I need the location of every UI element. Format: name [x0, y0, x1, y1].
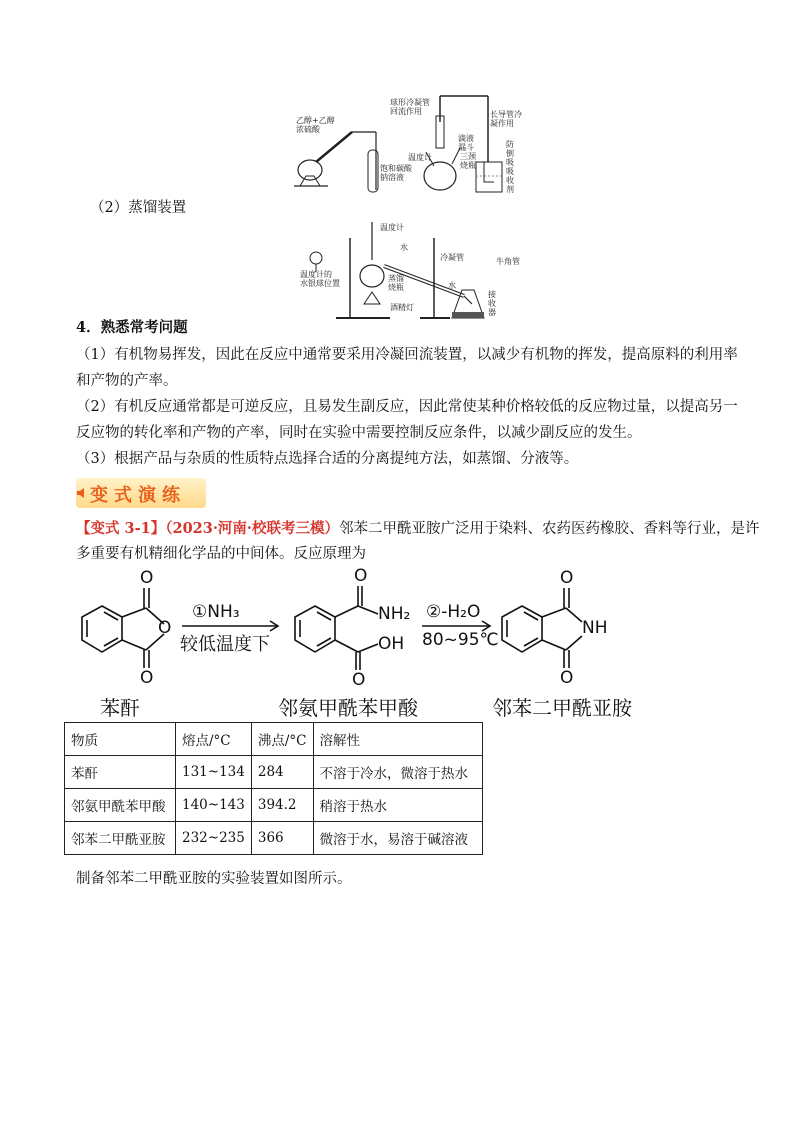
distillation-apparatus-figure: [300, 218, 540, 326]
variant-tag: 【变式 3-1】: [76, 520, 166, 537]
label-thermometer-top: 温度计: [408, 153, 432, 162]
label-lamp: 酒精灯: [390, 303, 414, 312]
compound-name-2: 邻氨甲酰苯甲酸: [278, 696, 418, 720]
atom-oh: OH: [378, 634, 405, 654]
table-row: [65, 756, 483, 789]
para-2-line-2: 反应物的转化率和产物的产率，同时在实验中需要控制反应条件，以减少副反应的发生。: [76, 425, 642, 441]
table-cell: 不溶于冷水，微溶于热水: [313, 756, 482, 789]
atom-o-1a: O: [140, 568, 154, 588]
reaction-scheme: [60, 566, 660, 722]
para-2-line-1: （2）有机反应通常都是可逆反应，且易发生副反应，因此常使某种价格较低的反应物过量，以提高另一: [76, 399, 738, 415]
atom-o-1b: O: [158, 618, 172, 638]
table-cell: 284: [251, 756, 313, 789]
table-cell: 苯酐: [65, 756, 176, 789]
label-adapter: 牛角管: [496, 257, 520, 266]
variant-line-2: 多重要有机精细化学品的中间体。反应原理为: [76, 546, 366, 562]
variant-text: 邻苯二甲酰亚胺广泛用于染料、农药医药橡胶、香料等行业，是许: [338, 521, 760, 537]
table-cell: 邻苯二甲酰亚胺: [65, 822, 176, 855]
compound-name-3: 邻苯二甲酰亚胺: [492, 696, 632, 720]
atom-nh2: NH₂: [378, 604, 411, 624]
step2-condition: 80~95℃: [422, 630, 499, 650]
reflux-apparatus-figure: [280, 92, 520, 204]
compound-name-1: 苯酐: [100, 696, 140, 720]
label-dropping-funnel: 滴液 漏斗: [458, 134, 474, 152]
atom-o-2a: O: [354, 566, 368, 586]
atom-o-3b: O: [560, 668, 574, 688]
label-receiver-distill: 接收器: [488, 290, 496, 317]
practice-banner: [76, 478, 206, 508]
table-cell: 394.2: [251, 789, 313, 822]
atom-o-1c: O: [140, 668, 154, 688]
banner-title: 变式演练: [90, 485, 186, 506]
step1-condition: 较低温度下: [180, 634, 270, 655]
table-cell: 微溶于水，易溶于碱溶液: [313, 822, 482, 855]
step2-reagent: ②-H₂O: [426, 602, 481, 622]
properties-table: [64, 722, 483, 855]
label-flask-top: 三颈 烧瓶: [460, 152, 476, 170]
table-header: 物质: [65, 723, 176, 756]
table-header: 溶解性: [313, 723, 482, 756]
variant-line-1: [76, 518, 759, 540]
table-row: [65, 822, 483, 855]
atom-o-3a: O: [560, 568, 574, 588]
table-header: 熔点/°C: [176, 723, 252, 756]
label-condenser: 球形冷凝管 回流作用: [390, 98, 430, 116]
heading-section-4: 4．熟悉常考问题: [76, 319, 188, 336]
table-header: 沸点/°C: [251, 723, 313, 756]
label-long-tube: 长导管冷 凝作用: [490, 110, 522, 128]
table-cell: 232~235: [176, 822, 252, 855]
label-reactants: 乙醇+乙醇 浓硫酸: [296, 116, 335, 134]
variant-source: （2023·河南·校联考三模）: [165, 520, 339, 537]
table-cell: 131~134: [176, 756, 252, 789]
label-flask-distill: 蒸馏 烧瓶: [388, 274, 404, 292]
table-header-row: [65, 723, 483, 756]
label-receiver: 饱和碳酸 钠溶液: [380, 164, 412, 182]
table-cell: 366: [251, 822, 313, 855]
table-row: [65, 789, 483, 822]
atom-o-2b: O: [352, 670, 366, 690]
closing-sentence: 制备邻苯二甲酰亚胺的实验装置如图所示。: [76, 871, 352, 887]
table-cell: 邻氨甲酰苯甲酸: [65, 789, 176, 822]
label-bulb-position: 温度计的 水银球位置: [300, 270, 340, 288]
section-distill-title: （2）蒸馏装置: [90, 200, 187, 216]
para-3-line-1: （3）根据产品与杂质的性质特点选择合适的分离提纯方法，如蒸馏、分液等。: [76, 451, 579, 467]
table-cell: 140~143: [176, 789, 252, 822]
atom-nh: NH: [582, 618, 608, 638]
step1-reagent: ①NH₃: [192, 602, 240, 622]
speaker-icon: [76, 486, 86, 500]
label-water-in: 水: [400, 243, 408, 252]
label-water-out: 水: [448, 281, 456, 290]
para-1-line-2: 和产物的产率。: [76, 373, 178, 389]
table-cell: 稍溶于热水: [313, 789, 482, 822]
label-thermometer-distill: 温度计: [380, 223, 404, 232]
label-condenser-distill: 冷凝管: [440, 253, 464, 262]
para-1-line-1: （1）有机物易挥发，因此在反应中通常要采用冷凝回流装置，以减少有机物的挥发，提高原料的利用率: [76, 347, 738, 363]
label-anti-suckback: 防倒吸吸收剂: [506, 140, 514, 194]
